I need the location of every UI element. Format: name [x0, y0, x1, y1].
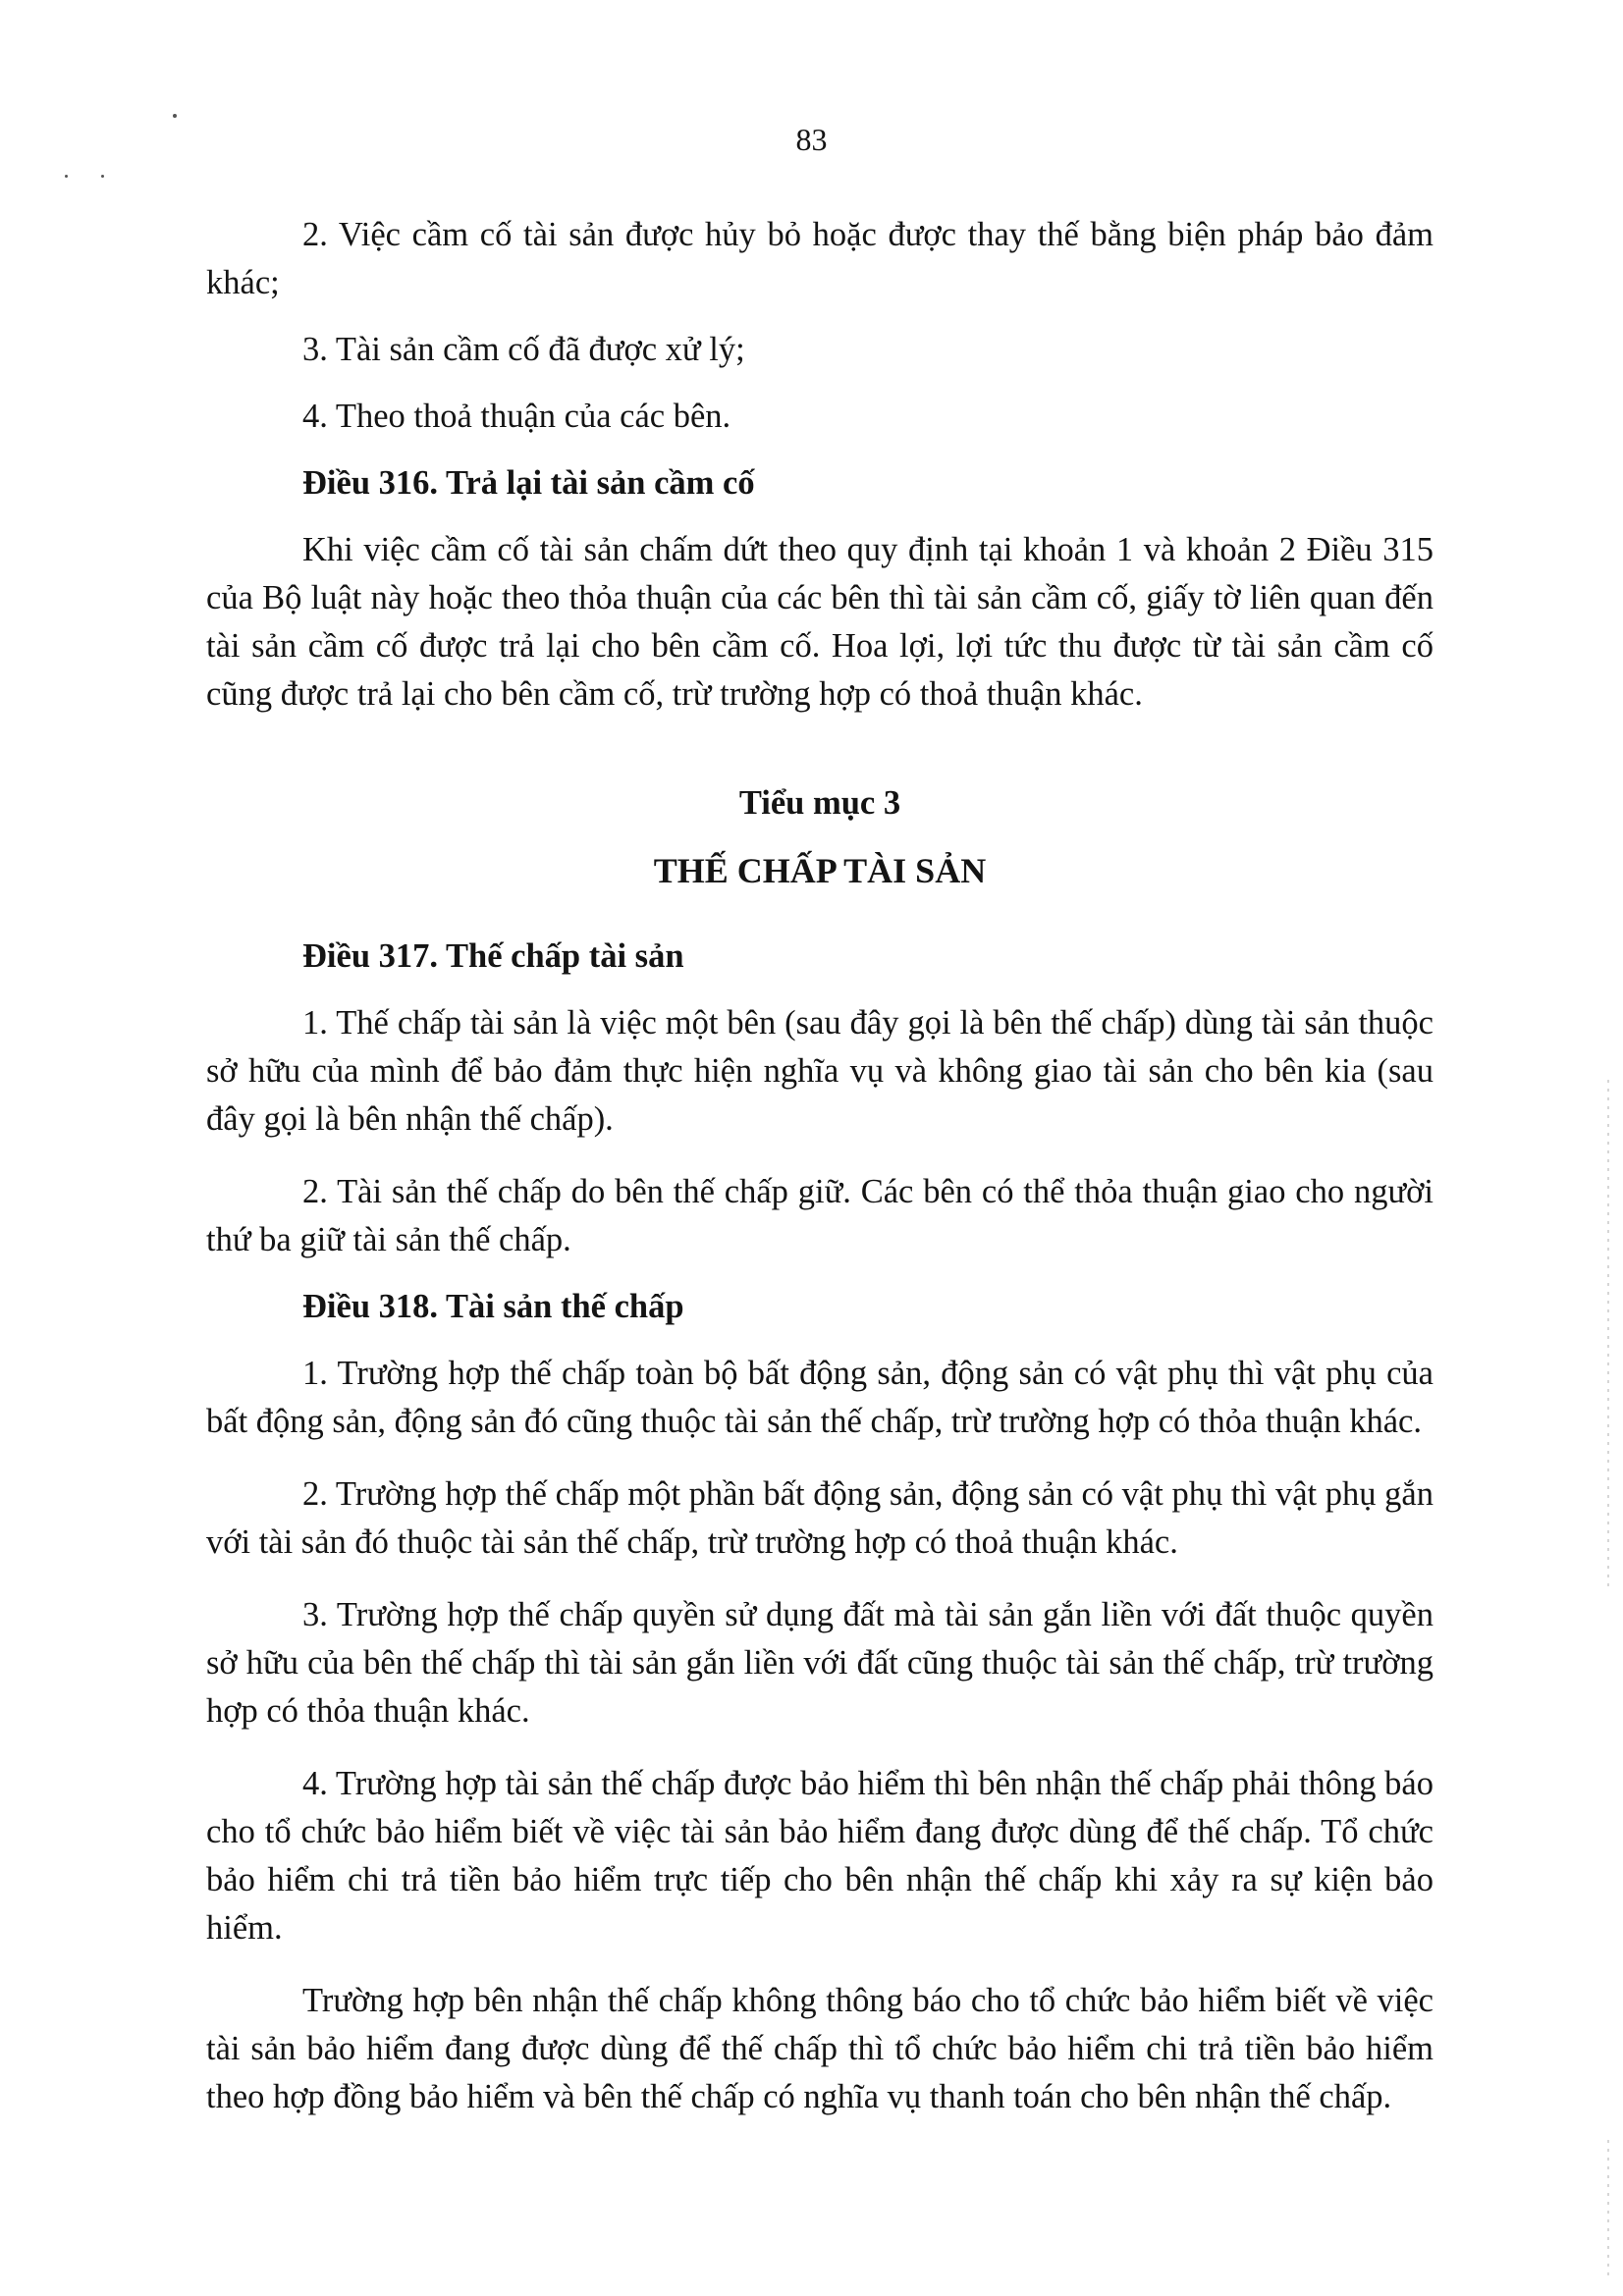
subsection-heading: Tiểu mục 3	[738, 784, 901, 822]
scan-edge-artifact	[1607, 1080, 1609, 1590]
paragraph: 4. Theo thoả thuận của các bên.	[302, 398, 731, 435]
paragraph: Trường hợp bên nhận thế chấp không thông báo cho tổ chức bảo hiểm biết về việc tài sản bảo hiểm đang được dùng để thế chấp thì tổ chức bảo hiểm chi trả tiền bảo hiểm theo hợp đồng bảo hiểm và bên thế chấp có nghĩa vụ thanh toán cho bên nhận thế chấp.	[206, 1982, 1434, 2115]
paragraph: 3. Tài sản cầm cố đã được xử lý;	[302, 331, 745, 368]
paragraph: 2. Trường hợp thế chấp một phần bất động sản, động sản có vật phụ thì vật phụ gắn với tài sản đó thuộc tài sản thế chấp, trừ trường hợp có thoả thuận khác.	[206, 1475, 1434, 1561]
section-title: THẾ CHẤP TÀI SẢN	[653, 851, 987, 890]
paragraph: 1. Thế chấp tài sản là việc một bên (sau đây gọi là bên thế chấp) dùng tài sản thuộc sở hữu của mình để bảo đảm thực hiện nghĩa vụ và không giao tài sản cho bên kia (sau đây gọi là bên nhận thế chấp).	[206, 1004, 1434, 1138]
article-heading: Điều 316. Trả lại tài sản cầm cố	[302, 464, 755, 502]
paragraph: 3. Trường hợp thế chấp quyền sử dụng đất mà tài sản gắn liền với đất thuộc quyền sở hữu của bên thế chấp thì tài sản gắn liền với đất cũng thuộc tài sản thế chấp, trừ trường hợp có thỏa thuận khác.	[206, 1596, 1434, 1730]
scan-edge-artifact	[1607, 2140, 1609, 2277]
paragraph: 2. Tài sản thế chấp do bên thế chấp giữ. Các bên có thể thỏa thuận giao cho người thứ ba giữ tài sản thế chấp.	[206, 1173, 1434, 1258]
scan-speck	[173, 114, 177, 118]
paragraph: 4. Trường hợp tài sản thế chấp được bảo hiểm thì bên nhận thế chấp phải thông báo cho tổ chức bảo hiểm biết về việc tài sản bảo hiểm đang được dùng để thế chấp. Tổ chức bảo hiểm chi trả tiền bảo hiểm trực tiếp cho bên nhận thế chấp khi xảy ra sự kiện bảo hiểm.	[206, 1765, 1434, 1947]
scan-speck	[101, 175, 104, 178]
article-heading: Điều 317. Thế chấp tài sản	[302, 937, 684, 975]
paragraph: Khi việc cầm cố tài sản chấm dứt theo quy định tại khoản 1 và khoản 2 Điều 315 của Bộ luật này hoặc theo thỏa thuận của các bên thì tài sản cầm cố, giấy tờ liên quan đến tài sản cầm cố được trả lại cho bên cầm cố. Hoa lợi, lợi tức thu được từ tài sản cầm cố cũng được trả lại cho bên cầm cố, trừ trường hợp có thoả thuận khác.	[206, 531, 1434, 713]
paragraph: 1. Trường hợp thế chấp toàn bộ bất động sản, động sản có vật phụ thì vật phụ của bất động sản, động sản đó cũng thuộc tài sản thế chấp, trừ trường hợp có thỏa thuận khác.	[206, 1355, 1434, 1440]
page-number: 83	[795, 122, 828, 157]
document-body	[206, 211, 1434, 2121]
article-heading: Điều 318. Tài sản thế chấp	[302, 1288, 684, 1325]
scan-speck	[65, 175, 68, 178]
paragraph: 2. Việc cầm cố tài sản được hủy bỏ hoặc được thay thế bằng biện pháp bảo đảm khác;	[206, 216, 1434, 301]
